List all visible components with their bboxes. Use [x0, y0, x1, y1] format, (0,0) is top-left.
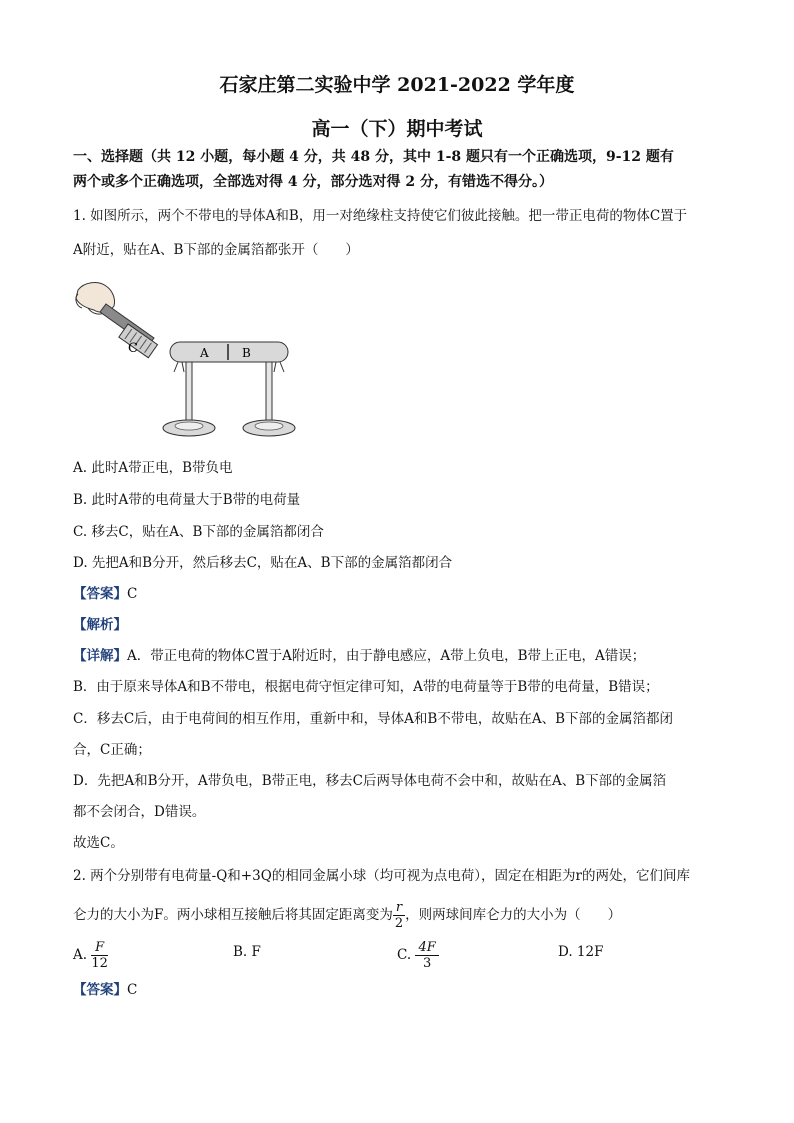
answer-tag: 【答案】 [73, 586, 127, 602]
q1-analysis-tag: 【解析】 [73, 617, 127, 633]
q1-option-c: C. 移去C，贴在A、B下部的金属箔都闭合 [73, 524, 324, 540]
q1-option-b: B. 此时A带的电荷量大于B带的电荷量 [73, 492, 301, 508]
label-a: A [200, 346, 209, 360]
q1-detail-line4: 合，C正确； [73, 742, 151, 758]
label-b: B [242, 346, 251, 360]
q2-option-c: C. $\frac{4F}{3}$ [397, 940, 439, 971]
label-c: C [128, 341, 138, 356]
electrostatic-induction-figure [70, 278, 300, 448]
q1-detail-line1: 【详解】A．带正电荷的物体C置于A附近时，由于静电感应，A带上负电，B带上正电，A错误； [73, 648, 646, 664]
q1-stem-line1: 1. 如图所示，两个不带电的导体A和B，用一对绝缘柱支持使它们彼此接触。把一带正电荷的物体C置于 [73, 208, 688, 224]
q1-option-d: D. 先把A和B分开，然后移去C，贴在A、B下部的金属箔都闭合 [73, 555, 453, 571]
q1-detail-line6: 都不会闭合，D错误。 [73, 804, 206, 820]
q2-stem-line1: 2. 两个分别带有电荷量-Q和+3Q的相同金属小球（均可视为点电荷），固定在相距为r的两处，它们间库 [73, 868, 690, 884]
q1-detail-line2: B．由于原来导体A和B不带电，根据电荷守恒定律可知，A带的电荷量等于B带的电荷量，B错误； [73, 679, 659, 695]
foil-b [274, 362, 284, 372]
section-instructions-line2: 两个或多个正确选项，全部选对得 4 分，部分选对得 2 分，有错选不得分。） [73, 174, 553, 190]
insulating-stand-left [163, 362, 215, 436]
q2-answer: 【答案】C [73, 982, 138, 998]
q1-stem-line2: A附近，贴在A、B下部的金属箔都张开（ ） [73, 242, 359, 258]
insulating-stand-right [243, 362, 295, 436]
q1-option-a: A. 此时A带正电，B带负电 [73, 460, 233, 476]
q1-detail-line5: D．先把A和B分开，A带负电，B带正电，移去C后两导体电荷不会中和，故贴在A、B下部的金属箔 [73, 773, 667, 789]
foil-a [174, 362, 184, 372]
school-title: 石家庄第二实验中学 2021-2022 学年度 [219, 74, 575, 96]
fraction-r-over-2: $\frac{r}{2}$ [394, 900, 404, 931]
exam-title: 高一（下）期中考试 [311, 118, 483, 140]
detail-tag: 【详解】 [73, 648, 127, 664]
q1-detail-line3: C．移去C后，由于电荷间的相互作用，重新中和，导体A和B不带电，故贴在A、B下部的金属箔都闭 [73, 711, 673, 727]
answer-value: C [127, 586, 138, 602]
q2-stem-line2: 仑力的大小为F。两小球相互接触后将其固定距离变为 $\frac{r}{2}$ ，则两球间库仑力的大小为（ ） [73, 900, 622, 931]
conductor-ab [170, 342, 288, 362]
q1-answer [73, 584, 733, 604]
q2-option-a: A. $\frac{F}{12}$ [73, 940, 108, 971]
section-instructions-line1: 一、选择题（共 12 小题，每小题 4 分，共 48 分，其中 1-8 题只有一个正确选项，9-12 题有 [73, 149, 674, 165]
q2-option-b: B. F [233, 944, 261, 960]
q2-option-d: D. 12F [558, 944, 604, 960]
q1-conclusion: 故选C。 [73, 835, 124, 851]
